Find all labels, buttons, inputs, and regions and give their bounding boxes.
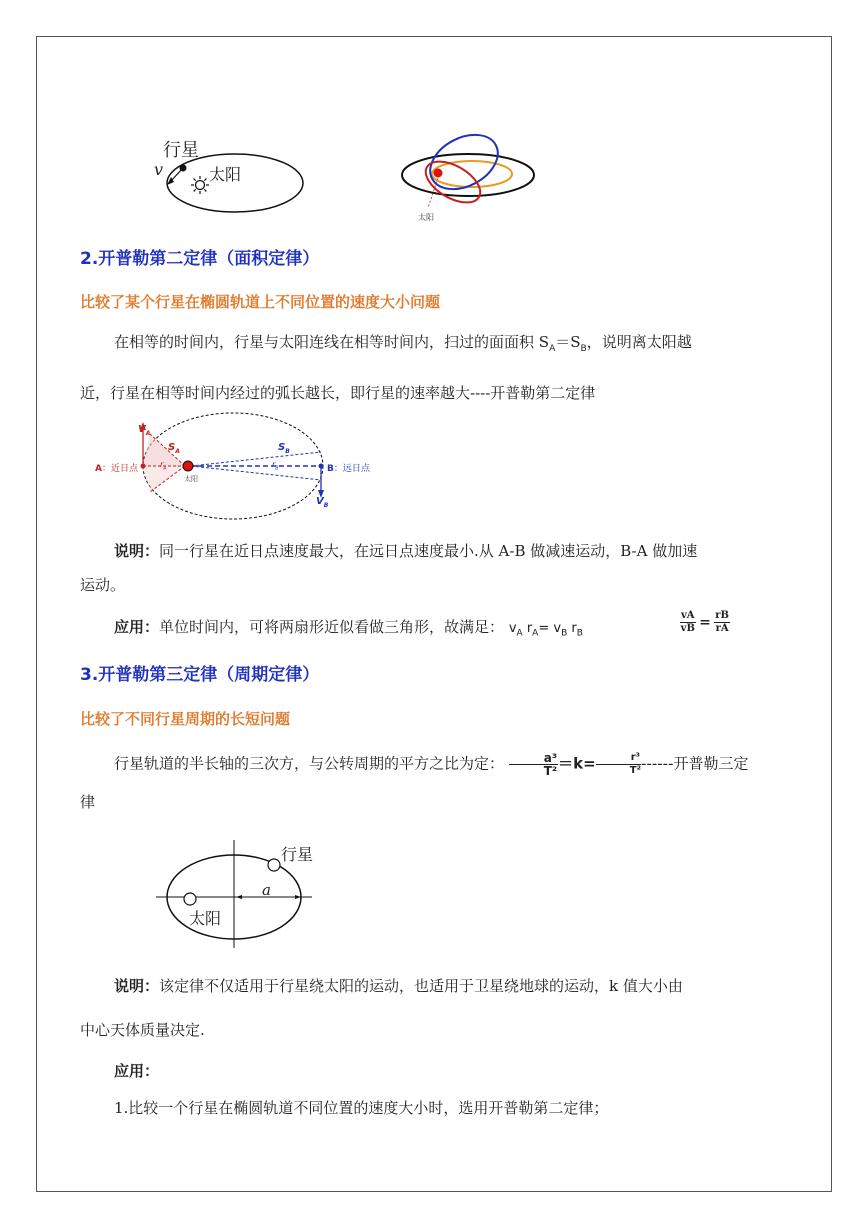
section-3-title: 3.开普勒第三定律（周期定律） [80,665,320,685]
radius-a-label: $r_A$ [160,460,167,472]
application-3-label: 应用： [114,1062,160,1080]
section-3-subtitle: 比较了不同行星周期的长短问题 [80,710,291,728]
sun-icon [191,176,209,194]
note-2: 说明：同一行星在近日点速度最大，在远日点速度最小.从 A-B 做减速运动，B-A 做加速 运动。 [80,542,698,594]
sun-circle [184,893,196,905]
sun-dot-area [183,461,193,471]
velocity-a-label: $V_A$ [138,424,151,437]
application-3-item-1: 1.比较一个行星在椭圆轨道不同位置的速度大小时，选用开普勒第二定律； [114,1099,609,1117]
area-b-label: $S_B$ [278,442,290,455]
velocity-b-label: $V_B$ [316,496,329,509]
sun-label: 太阳 [209,165,242,184]
semi-major-axis-label: a [262,881,271,899]
section-2-title: 2.开普勒第二定律（面积定律） [80,249,320,269]
ratio-formula: $\frac{vA}{vB}$ = $\frac{rB}{rA}$ [680,610,730,634]
planet-label: 行星 [163,140,199,161]
aphelion-label: B：远日点 [327,464,370,474]
radius-b-label: $r_B$ [272,460,279,472]
section-3-paragraph: 行星轨道的半长轴的三次方，与公转周期的平方之比为定： $\frac{\text{a³}}{\text{T²}}$ ＝k= $\frac{\text{r³}}{\text{T²}}$ ------开普勒三定 律 [80,751,749,811]
sun-label-small: 太阳 [418,213,434,222]
planet-label-axis: 行星 [281,845,314,864]
perihelion-label: A：近日点 [95,464,138,474]
sun-label-axis: 太阳 [189,909,222,928]
sun-label-area: 太阳 [184,475,198,483]
section-2-subtitle: 比较了某个行星在椭圆轨道上不同位置的速度大小问题 [80,293,441,311]
note-3: 说明：该定律不仅适用于行星绕太阳的运动，也适用于卫星绕地球的运动，k 值大小由 中心天体质量决定. [80,977,683,1039]
area-a-label: $S_A$ [168,442,180,455]
multi-orbit-diagram [398,120,543,225]
application-2: 应用：单位时间内，可将两扇形近似看做三角形，故满足： $v_A$ $r_A= v_B$ $r_B$ [114,618,583,639]
velocity-label: v [154,160,164,179]
planet-circle [268,859,280,871]
sun-dot [434,169,443,178]
section-2-paragraph: 在相等的时间内，行星与太阳连线在相等时间内，扫过的面面积 $S_A=S_B$，说明离太阳越 近，行星在相等时间内经过的弧长越长，即行星的速率越大----开普勒第二定律 [80,333,692,402]
